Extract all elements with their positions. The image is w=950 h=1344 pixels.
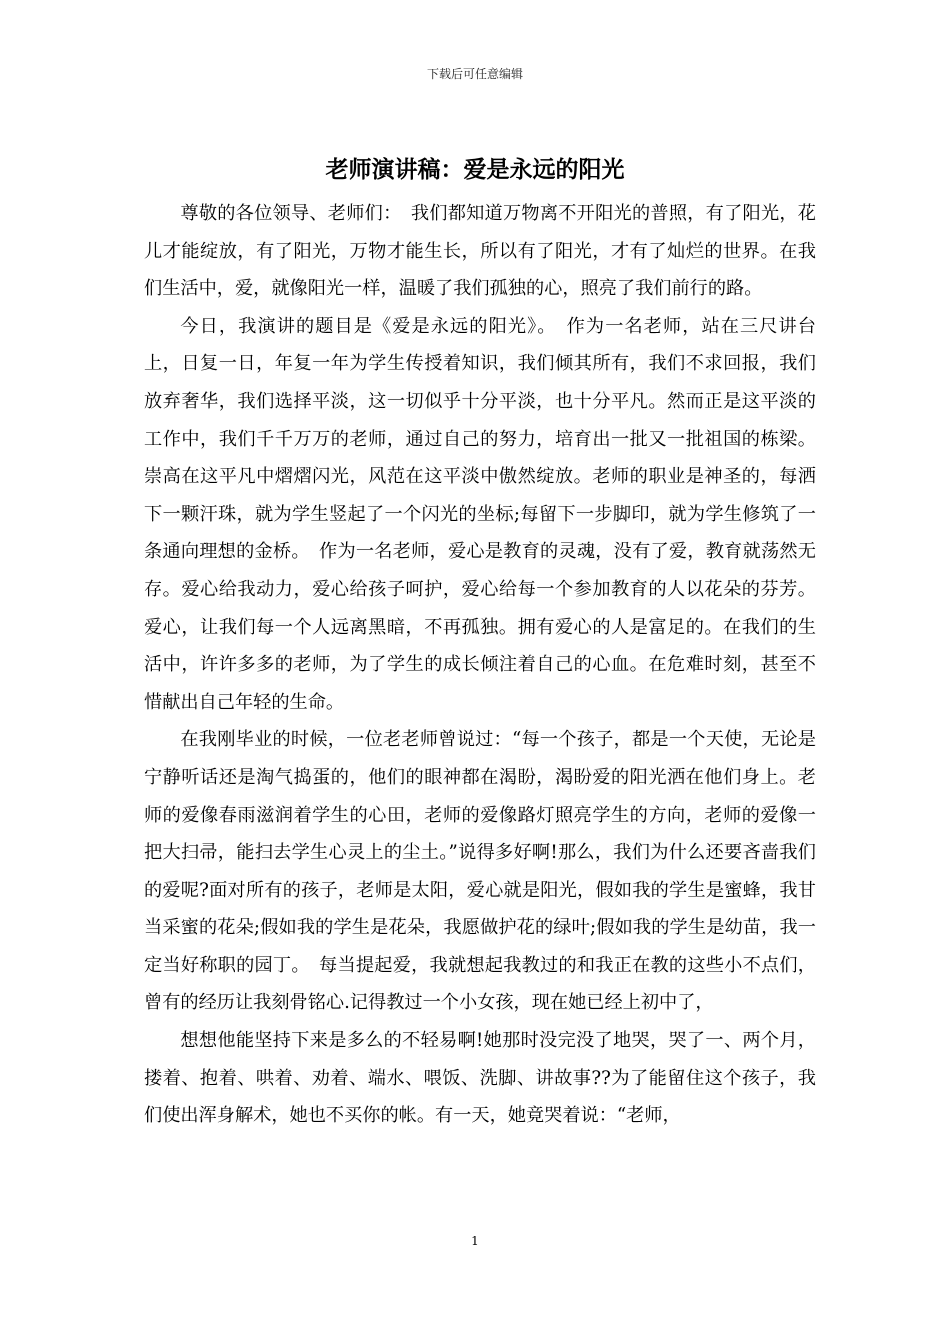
paragraph-3: 在我刚毕业的时候，一位老老师曾说过：“每一个孩子，都是一个天使，无论是宁静听话还是淘气捣蛋的，他们的眼神都在渴盼，渴盼爱的阳光洒在他们身上。老师的爱像春雨滋润着学生的心田，老师的爱像路灯照亮学生的方向，老师的爱像一把大扫帚，能扫去学生心灵上的尘土。”说得多好啊!那么，我们为什么还要吝啬我们的爱呢?面对所有的孩子，老师是太阳，爱心就是阳光，假如我的学生是蜜蜂，我甘当采蜜的花朵;假如我的学生是花朵，我愿做护花的绿叶;假如我的学生是幼苗，我一定当好称职的园丁。 每当提起爱，我就想起我教过的和我正在教的这些小不点们，曾有的经历让我刻骨铭心.记得教过一个小女孩，现在她已经上初中了，	[144, 729, 816, 1014]
paragraph-1: 尊敬的各位领导、老师们： 我们都知道万物离不开阳光的普照，有了阳光，花儿才能绽放，有了阳光，万物才能生长，所以有了阳光，才有了灿烂的世界。在我们生活中，爱，就像阳光一样，温暖了我们孤独的心，照亮了我们前行的路。	[144, 203, 816, 300]
paragraph-2: 今日，我演讲的题目是《爱是永远的阳光》。 作为一名老师，站在三尺讲台上，日复一日，年复一年为学生传授着知识，我们倾其所有，我们不求回报，我们放弃奢华，我们选择平淡，这一切似乎十分平淡，也十分平凡。然而正是这平淡的工作中，我们千千万万的老师，通过自己的努力，培育出一批又一批祖国的栋梁。崇高在这平凡中熠熠闪光，风范在这平淡中傲然绽放。老师的职业是神圣的，每洒下一颗汗珠，就为学生竖起了一个闪光的坐标;每留下一步脚印，就为学生修筑了一条通向理想的金桥。 作为一名老师，爱心是教育的灵魂，没有了爱，教育就荡然无存。爱心给我动力，爱心给孩子呵护，爱心给每一个参加教育的人以花朵的芬芳。爱心，让我们每一个人远离黑暗，不再孤独。拥有爱心的人是富足的。在我们的生活中，许许多多的老师，为了学生的成长倾注着自己的心血。在危难时刻，甚至不惜献出自己年轻的生命。	[144, 315, 816, 713]
page-number: 1	[471, 1234, 479, 1248]
paragraph-4: 想想他能坚持下来是多么的不轻易啊!她那时没完没了地哭，哭了一、两个月，搂着、抱着、哄着、劝着、端水、喂饭、洗脚、讲故事??为了能留住这个孩子，我们使出浑身解术，她也不买你的帐。有一天，她竟哭着说：“老师，	[144, 1030, 816, 1127]
document-title: 老师演讲稿：爱是永远的阳光	[325, 157, 625, 183]
page-header-note: 下载后可任意编辑	[426, 67, 523, 81]
document-body	[144, 195, 816, 1135]
